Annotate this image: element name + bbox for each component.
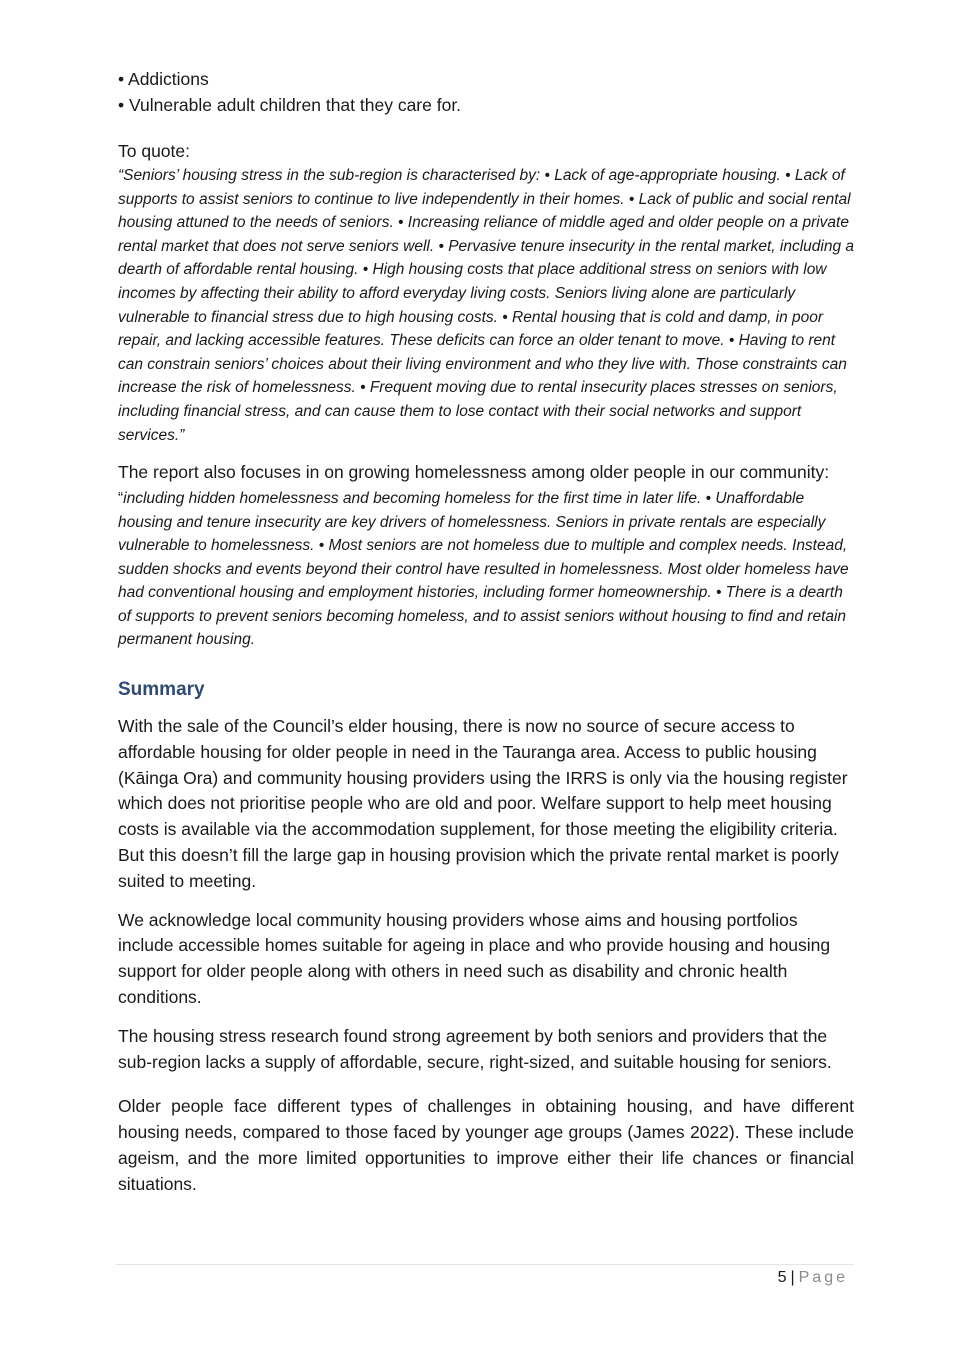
footer-divider	[116, 1264, 854, 1265]
seniors-housing-stress-quote: “Seniors’ housing stress in the sub-region is characterised by: • Lack of age-appropriate housing. • Lack of supports to assist seniors to continue to live independently in their homes. • Lack of public and social rental housing attuned to the needs of seniors. • Increasing reliance of middle aged and older people on a private rental market that does not serve seniors well. • Pervasive tenure insecurity in the rental market, including a dearth of affordable rental housing. • High housing costs that place additional stress on seniors with low incomes by affecting their ability to afford everyday living costs. Seniors living alone are particularly vulnerable to financial stress due to high housing costs. • Rental housing that is cold and damp, in poor repair, and lacking accessible features. These deficits can force an older tenant to move. • Having to rent can constrain seniors’ choices about their living environment and who they live with. Those constraints can increase the risk of homelessness. • Frequent moving due to rental insecurity places stresses on seniors, including financial stress, and can cause them to lose contact with their social networks and support services.”	[118, 167, 855, 444]
summary-paragraph-4: Older people face different types of challenges in obtaining housing, and have different housing needs, compared to those faced by younger age groups (James 2022). These include ageism, and the more limited opportunities to improve either their life chances or financial situations.	[118, 1096, 854, 1194]
quote-intro: To quote:	[118, 141, 190, 161]
bullet-addictions: • Addictions	[118, 69, 209, 89]
bullet-vulnerable-children: • Vulnerable adult children that they care for.	[118, 95, 462, 115]
summary-paragraph-3: The housing stress research found strong agreement by both seniors and providers that the sub-region lacks a supply of affordable, secure, right-sized, and suitable housing for seniors.	[118, 1025, 832, 1072]
footer-separator: |	[790, 1269, 795, 1286]
page-number: 5	[777, 1269, 787, 1286]
homelessness-quote-text: including hidden homelessness and becoming homeless for the first time in later life. • Unaffordable housing and tenure insecurity are key drivers of homelessness. Seniors in private rentals are especially vulnerable to homelessness. • Most seniors are not homeless due to multiple and complex needs. Instead, sudden shocks and events beyond their control have resulted in homelessness. Most older homeless have had conventional housing and employment histories, including former homeownership. • There is a dearth of supports to prevent seniors becoming homeless, and to assist seniors without housing to find and retain permanent housing.	[118, 489, 849, 649]
homelessness-quote	[118, 487, 854, 652]
page-label: Page	[798, 1269, 848, 1286]
quote-open-mark: “	[118, 489, 124, 507]
summary-heading: Summary	[118, 679, 205, 701]
summary-paragraph-2: We acknowledge local community housing providers whose aims and housing portfolios include accessible homes suitable for ageing in place and who provide housing and housing support for older people along with others in need such as disability and chronic health conditions.	[118, 909, 831, 1008]
page-footer	[778, 1268, 848, 1288]
summary-paragraph-1: With the sale of the Council’s elder housing, there is now no source of secure access to affordable housing for older people in need in the Tauranga area. Access to public housing (Kāinga Ora) and community housing providers using the IRRS is only via the housing register which does not prioritise people who are old and poor. Welfare support to help meet housing costs is available via the accommodation supplement, for those meeting the eligibility criteria. But this doesn’t fill the large gap in housing provision which the private rental market is poorly suited to meeting.	[118, 716, 848, 891]
report-intro: The report also focuses in on growing homelessness among older people in our community:	[118, 462, 830, 483]
document-body	[118, 66, 854, 1198]
